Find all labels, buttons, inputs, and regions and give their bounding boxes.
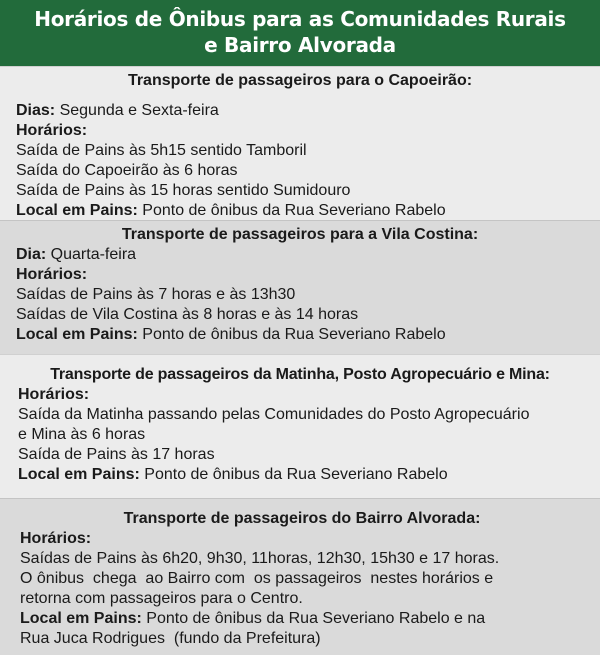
- days-label: Dia:: [16, 246, 47, 263]
- location-line-continued: Rua Juca Rodrigues (fundo da Prefeitura): [20, 630, 321, 647]
- days-value: Quarta-feira: [46, 246, 137, 263]
- days-label: Dias:: [16, 102, 56, 119]
- section-title: Transporte de passageiros da Matinha, Posto Agropecuário e Mina:: [50, 366, 550, 383]
- schedule-line: Saída da Matinha passando pelas Comunidades do Posto Agropecuário: [18, 406, 530, 423]
- schedule-line: Saídas de Pains às 6h20, 9h30, 11horas, 12h30, 15h30 e 17 horas.: [20, 550, 500, 567]
- location-label: Local em Pains:: [16, 202, 138, 219]
- title-line-1: Horários de Ônibus para as Comunidades Rurais: [34, 7, 566, 31]
- section-vila-costina: [0, 220, 600, 354]
- location-label: Local em Pains:: [16, 326, 138, 343]
- schedule-line: Saída de Pains às 17 horas: [18, 446, 215, 463]
- section-matinha: [0, 354, 600, 498]
- location-value: Ponto de ônibus da Rua Severiano Rabelo e na: [141, 610, 486, 627]
- section-title: Transporte de passageiros para o Capoeirão:: [127, 72, 473, 89]
- days-line: [16, 101, 594, 121]
- schedule-line: retorna com passageiros para o Centro.: [20, 590, 303, 607]
- location-value: Ponto de ônibus da Rua Severiano Rabelo: [137, 202, 446, 219]
- schedule-line: Saída de Pains às 5h15 sentido Tamboril: [16, 142, 307, 159]
- location-line: [20, 609, 594, 629]
- days-line: [16, 245, 594, 265]
- page-title: [0, 0, 600, 66]
- section-title: Transporte de passageiros para a Vila Costina:: [121, 226, 479, 243]
- location-value: Ponto de ônibus da Rua Severiano Rabelo: [137, 326, 446, 343]
- location-line: [16, 325, 594, 345]
- schedule-line: Saída de Pains às 15 horas sentido Sumidouro: [16, 182, 351, 199]
- days-value: Segunda e Sexta-feira: [55, 102, 219, 119]
- location-line: [16, 201, 594, 221]
- schedule-label: Horários:: [18, 386, 90, 403]
- schedule-label: Horários:: [20, 530, 92, 547]
- schedule-line: Saídas de Vila Costina às 8 horas e às 14 horas: [16, 306, 359, 323]
- schedule-line: Saídas de Pains às 7 horas e às 13h30: [16, 286, 296, 303]
- location-line: [18, 465, 594, 485]
- section-capoeirao: [0, 66, 600, 220]
- schedule-label: Horários:: [16, 266, 88, 283]
- location-label: Local em Pains:: [20, 610, 142, 627]
- schedule-line: Saída do Capoeirão às 6 horas: [16, 162, 238, 179]
- title-line-2: e Bairro Alvorada: [204, 33, 396, 57]
- section-title: Transporte de passageiros do Bairro Alvorada:: [123, 510, 481, 527]
- section-bairro-alvorada: [0, 498, 600, 655]
- schedule-line: O ônibus chega ao Bairro com os passageiros nestes horários e: [20, 570, 494, 587]
- schedule-line: e Mina às 6 horas: [18, 426, 146, 443]
- location-label: Local em Pains:: [18, 466, 140, 483]
- location-value: Ponto de ônibus da Rua Severiano Rabelo: [139, 466, 448, 483]
- schedule-label: Horários:: [16, 122, 88, 139]
